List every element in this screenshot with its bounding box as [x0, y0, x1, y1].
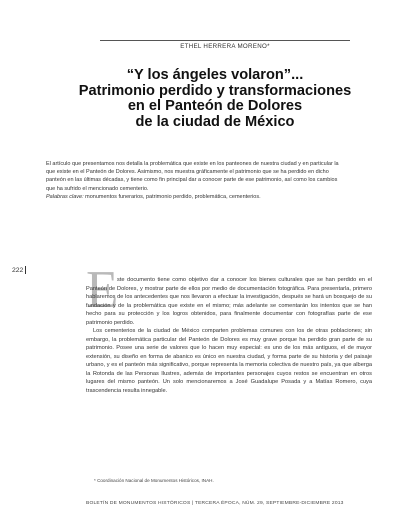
title-line-1: “Y los ángeles volaron”...	[126, 67, 304, 83]
author-name: ETHEL HERRERA MORENO*	[100, 40, 350, 50]
title-line-3: en el Panteón de Dolores	[127, 98, 303, 115]
footnote: * Coordinación Nacional de Monumentos Históricos, INAH.	[94, 478, 214, 483]
keywords-text: monumentos funerarios, patrimonio perdido, problemática, cementerios.	[85, 193, 261, 200]
title-line-2: Patrimonio perdido y transformaciones	[78, 82, 352, 99]
page-number	[12, 266, 26, 274]
body-paragraph-1: ste documento tiene como objetivo dar a conocer los bienes culturales que se han perdido en el Panteón de Dolores, y mostrar parte de ellos por medio de documentación fotográfica. Para presentarla, primero hablaremos de los antecedentes que nos llevaron a efectuar la investigación, después se hará un bosquejo de su fundación y de la problemática que existe en el mismo; más adelante se comentarán los intentos que se han hecho para su protección y los logros obtenidos, para finalmente documentar con fotografías parte de ese patrimonio perdido.	[86, 277, 372, 326]
keywords-line	[46, 193, 342, 201]
journal-footer: BOLETÍN DE MONUMENTOS HISTÓRICOS | TERCERA ÉPOCA, NÚM. 29, SEPTIEMBRE-DICIEMBRE 2013	[86, 501, 344, 506]
body-paragraph-2: Los cementerios de la ciudad de México comparten problemas comunes con los de otras poblaciones; sin embargo, la problemática particular del Panteón de Dolores es muy grave porque ha perdido gran parte de su patrimonio. Posee una serie de valores que lo hacen muy especial: es uno de los más antiguos, el de mayor extensión, su diseño en forma de abanico es único en nuestra ciudad, y forma parte de su historia y del paisaje urbano, y es el panteón más significativo, porque representa la memoria colectiva de nuestro país, ya que alberga la Rotonda de las Personas Ilustres, además de importantes personajes cuyos restos se encuentran en otros lugares del mismo panteón. Un solo mencionaremos a José Guadalupe Posada y a Matías Romero, cuya trascendencia resulta innegable.	[86, 328, 372, 394]
abstract	[46, 160, 342, 201]
abstract-text: El artículo que presentamos nos detalla la problemática que existe en los panteones de nuestra ciudad y en particular la que existe en el Panteón de Dolores. Asimismo, nos muestra gráficamente el patrimonio que se ha perdido en dicho panteón en las últimas décadas, y tiene como fin principal dar a conocer parte de ese patrimonio, así como los cambios que ha sufrido el mencionado cementerio.	[46, 161, 339, 192]
article-body	[86, 276, 372, 395]
keywords-label: Palabras clave:	[46, 193, 84, 200]
drop-cap: E	[86, 261, 119, 319]
title-line-4: de la ciudad de México	[135, 113, 295, 130]
article-title	[60, 68, 370, 130]
page-number-divider	[25, 266, 26, 274]
page-number-text: 222	[12, 266, 24, 274]
